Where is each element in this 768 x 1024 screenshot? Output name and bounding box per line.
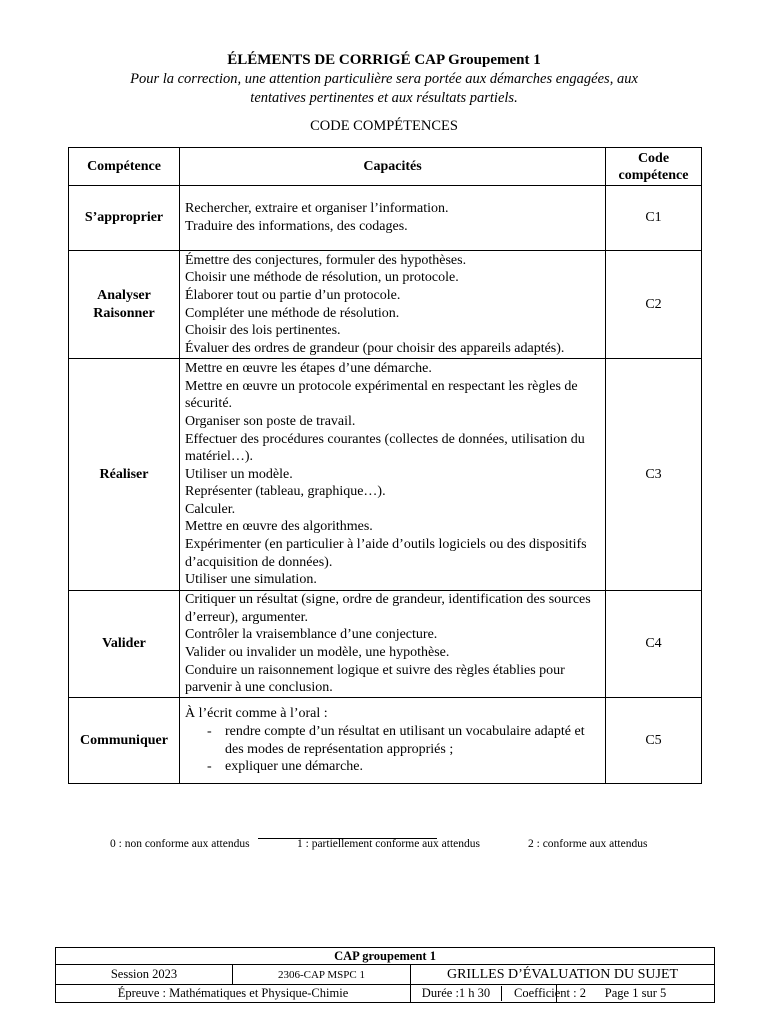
legend-level-1: 1 : partiellement conforme aux attendus — [297, 838, 480, 850]
header-code-line-2: compétence — [618, 167, 689, 183]
legend-level-2: 2 : conforme aux attendus — [528, 838, 648, 850]
capacites-cell — [180, 359, 606, 591]
table-row-realiser — [69, 359, 702, 591]
capacite-item: Organiser son poste de travail. — [185, 413, 356, 429]
footer-row-session — [56, 965, 715, 985]
capacite-item: Contrôler la vraisemblance d’une conjecture. — [185, 627, 438, 643]
capacite-item: Émettre des conjectures, formuler des hypothèses. — [185, 252, 467, 268]
list-dash: - — [207, 759, 212, 775]
capacite-item: Élaborer tout ou partie d’un protocole. — [185, 287, 401, 303]
capacite-item: Utiliser un modèle. — [185, 466, 293, 482]
header-capacites: Capacités — [180, 148, 606, 186]
capacite-item: Choisir des lois pertinentes. — [185, 323, 341, 339]
footer-page: Page 1 sur 5 — [557, 985, 715, 1003]
table-row-s-approprier — [69, 186, 702, 251]
competence-name-line-1: Analyser — [97, 287, 151, 303]
list-dash: - — [207, 723, 212, 739]
capacite-item: Valider ou invalider un modèle, une hypothèse. — [185, 645, 450, 660]
capacite-item: Rechercher, extraire et organiser l’information. — [185, 201, 449, 217]
capacite-item: Évaluer des ordres de grandeur (pour choisir des appareils adaptés). — [185, 340, 565, 356]
competence-name-line-2: Raisonner — [93, 305, 155, 321]
capacite-item: Expérimenter (en particulier à l’aide d’outils logiciels ou des dispositifs d’acquisition de données). — [185, 537, 587, 570]
document-header — [0, 52, 768, 107]
table-row-communiquer — [69, 698, 702, 784]
header-competence: Compétence — [69, 148, 180, 186]
competence-code: C2 — [606, 251, 702, 359]
competence-name: Valider — [69, 591, 180, 698]
capacite-item: Traduire des informations, des codages. — [185, 219, 408, 234]
capacite-item: Conduire un raisonnement logique et suivre des règles établies pour parvenir à une conclusion. — [185, 662, 565, 696]
capacite-item: expliquer une démarche. — [225, 759, 363, 775]
capacites-cell — [180, 251, 606, 359]
subtitle-line-2: tentatives pertinentes et aux résultats partiels. — [250, 90, 518, 106]
capacite-item: Calculer. — [185, 501, 236, 517]
footer-code: 2306-CAP MSPC 1 — [233, 965, 411, 985]
footer-duree: Durée :1 h 30 — [411, 986, 502, 1001]
capacite-item: Mettre en œuvre des algorithmes. — [185, 519, 373, 535]
capacite-item: Utiliser une simulation. — [185, 572, 317, 588]
subtitle-line-1: Pour la correction, une attention particulière sera portée aux démarches engagées, aux — [130, 71, 638, 87]
table-row-analyser-raisonner — [69, 251, 702, 359]
footer-table — [55, 947, 715, 1003]
footer-session: Session 2023 — [56, 965, 233, 985]
header-code-line-1: Code — [637, 150, 670, 166]
capacite-intro: À l’écrit comme à l’oral : — [185, 706, 328, 722]
section-title: CODE COMPÉTENCES — [310, 118, 458, 134]
footer-title-row — [56, 948, 715, 965]
capacites-cell — [180, 591, 606, 698]
document-title: ÉLÉMENTS DE CORRIGÉ CAP Groupement 1 — [227, 52, 541, 68]
capacite-item: Critiquer un résultat (signe, ordre de grandeur, identification des sources d’erreur), argumenter. — [185, 592, 591, 625]
capacite-item: Mettre en œuvre un protocole expérimental en respectant les règles de sécurité. — [185, 378, 578, 412]
competence-code: C1 — [606, 186, 702, 251]
capacite-item: Effectuer des procédures courantes (collectes de données, utilisation du matériel…). — [185, 431, 585, 465]
competence-name — [69, 251, 180, 359]
competence-name: Communiquer — [69, 698, 180, 784]
capacite-list-item — [185, 723, 600, 758]
table-row-valider — [69, 591, 702, 698]
footer-epreuve: Épreuve : Mathématiques et Physique-Chimie — [56, 985, 411, 1003]
capacite-item: Représenter (tableau, graphique…). — [185, 484, 386, 500]
capacite-item: Mettre en œuvre les étapes d’une démarche. — [185, 361, 432, 377]
competence-code: C4 — [606, 591, 702, 698]
footer-title: CAP groupement 1 — [56, 948, 715, 965]
footer-row-epreuve — [56, 985, 715, 1003]
capacites-cell — [180, 186, 606, 251]
capacite-list-item — [185, 758, 600, 776]
footer-grille: GRILLES D’ÉVALUATION DU SUJET — [411, 965, 715, 985]
capacite-item: rendre compte d’un résultat en utilisant un vocabulaire adapté et des modes de représentation appropriés ; — [225, 723, 585, 757]
capacite-item: Choisir une méthode de résolution, un protocole. — [185, 270, 459, 286]
footer-duree-coef — [411, 985, 586, 1003]
header-code — [606, 148, 702, 186]
capacites-cell — [180, 698, 606, 784]
competence-name: Réaliser — [69, 359, 180, 591]
competence-code: C3 — [606, 359, 702, 591]
capacite-item: Compléter une méthode de résolution. — [185, 305, 400, 321]
table-header-row — [69, 148, 702, 186]
legend-level-0: 0 : non conforme aux attendus — [110, 838, 250, 850]
footer-coefficient: Coefficient : 2 — [514, 986, 586, 1000]
competence-name: S’approprier — [69, 186, 180, 251]
competence-code: C5 — [606, 698, 702, 784]
competences-table — [68, 147, 702, 784]
